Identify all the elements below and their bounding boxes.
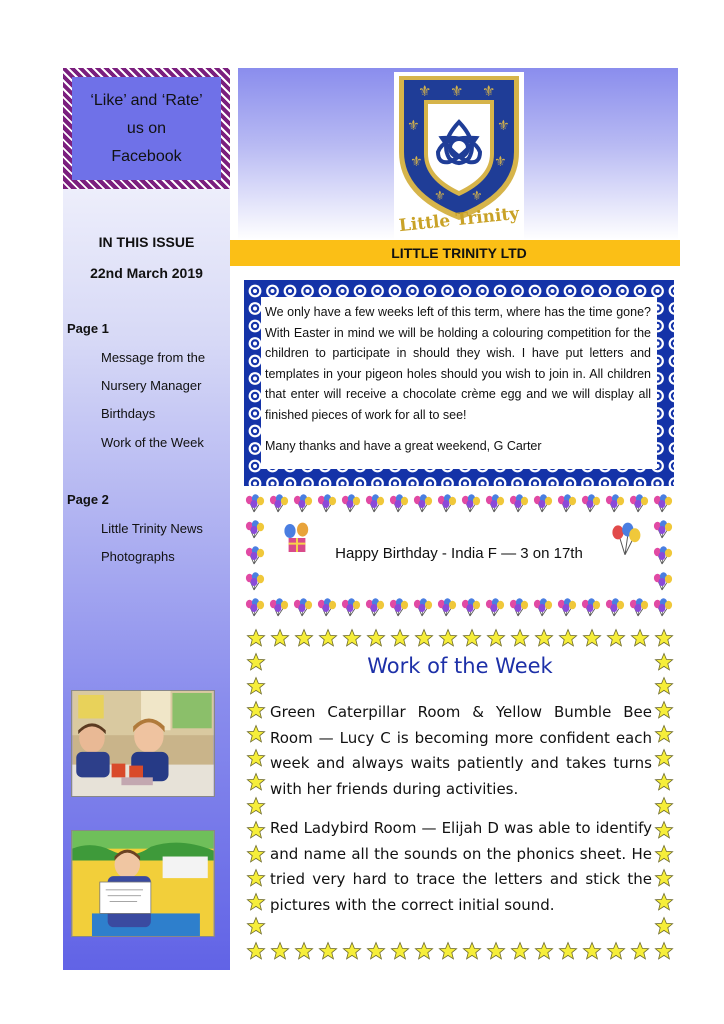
page1-label: Page 1 [67, 321, 109, 336]
toc-item: Little Trinity News [101, 521, 203, 536]
sidebar [63, 68, 230, 970]
toc-item: Birthdays [101, 406, 156, 421]
svg-text:⚜: ⚜ [407, 118, 420, 134]
message-signoff: Many thanks and have a great weekend, G Carter [265, 438, 542, 453]
masthead [238, 68, 678, 240]
page2-label: Page 2 [67, 492, 109, 507]
toc-item: Photographs [101, 549, 175, 564]
svg-text:⚜: ⚜ [497, 118, 510, 134]
svg-text:⚜: ⚜ [494, 154, 507, 170]
manager-message-box [244, 280, 674, 486]
svg-text:⚜: ⚜ [434, 189, 446, 204]
facebook-line-3: Facebook [111, 147, 182, 165]
toc-item: Nursery Manager [101, 378, 202, 393]
newsletter-title: LITTLE TRINITY LTD [230, 240, 680, 266]
toc-item: Work of the Week [101, 435, 204, 450]
svg-text:⚜: ⚜ [410, 154, 423, 170]
star-row-top [247, 630, 672, 646]
star-row-bottom [247, 943, 672, 959]
work-of-the-week-title: Work of the Week [367, 654, 553, 678]
message-body [261, 297, 657, 469]
children-at-table-photo [71, 690, 215, 797]
balloon-row-top [246, 494, 672, 512]
svg-text:⚜: ⚜ [418, 82, 432, 100]
facebook-line-1: ‘Like’ and ‘Rate’ [90, 91, 203, 109]
star-column-left [247, 654, 264, 934]
svg-text:⚜: ⚜ [471, 189, 483, 204]
facebook-box [63, 68, 230, 189]
work-of-the-week-paragraph: Green Caterpillar Room & Yellow Bumble Bee Room — Lucy C is becoming more confident each week and always waits patiently and takes turns with her friends during activities. [270, 703, 652, 798]
issue-date: 22nd March 2019 [90, 265, 203, 281]
svg-text:⚜: ⚜ [482, 82, 496, 100]
work-of-the-week-section [244, 626, 676, 962]
crest [394, 72, 524, 240]
work-of-the-week-paragraph: Red Ladybird Room — Elijah D was able to identify and name all the sounds on the phonics sheet. He tried very hard to trace the letters and stick the pictures with the correct initial sound. [270, 819, 652, 914]
svg-text:⚜: ⚜ [450, 82, 464, 100]
star-column-right [655, 654, 672, 934]
birthday-section [243, 494, 675, 620]
balloon-row-bottom [246, 598, 672, 616]
child-with-paper-photo [71, 830, 215, 937]
facebook-box-inner [82, 87, 211, 170]
school-crest-logo [394, 72, 524, 222]
toc-item: Message from the [101, 350, 206, 365]
in-this-issue-heading: IN THIS ISSUE [98, 234, 195, 250]
message-paragraph: We only have a few weeks left of this term, where has the time gone? With Easter in mind we will be holding a colouring competition for the children to participate in should they wish. I have put letters and templates in your pigeon holes should you wish to join in. All children that enter will receive a chocolate crème egg and we will display all finished pieces of work for all to see! [265, 305, 651, 422]
facebook-line-2: us on [126, 119, 167, 137]
crest-wordmark: Little Trinity [397, 203, 521, 237]
birthday-message: Happy Birthday - India F — 3 on 17th [335, 545, 583, 562]
